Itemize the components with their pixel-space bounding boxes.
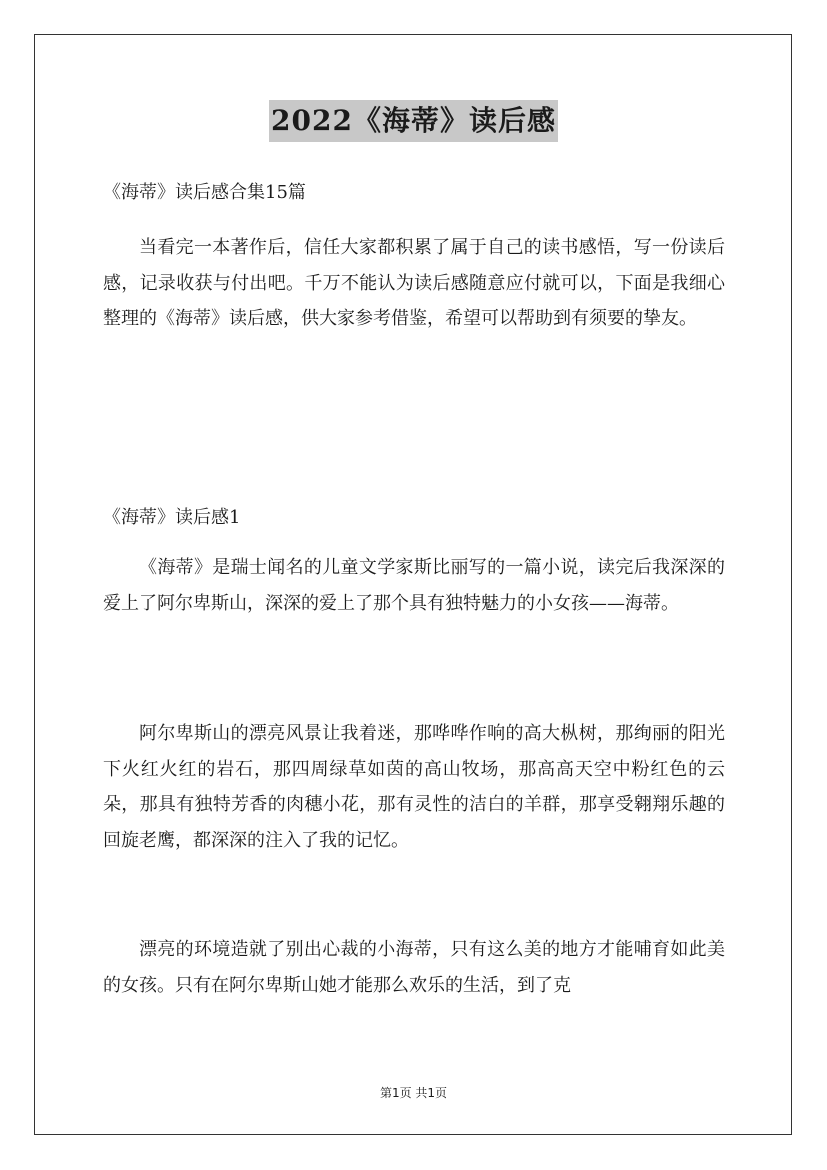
intro-paragraph: 当看完一本著作后，信任大家都积累了属于自己的读书感悟，写一份读后感，记录收获与付出吧。千万不能认为读后感随意应付就可以，下面是我细心整理的《海蒂》读后感，供大家参考借鉴，希望可以帮助到有须要的挚友。 (103, 237, 725, 329)
title-area (0, 100, 827, 142)
body-paragraph-3: 漂亮的环境造就了别出心裁的小海蒂，只有这么美的地方才能哺育如此美的女孩。只有在阿尔卑斯山她才能那么欢乐的生活，到了克 (103, 939, 725, 996)
page-number: 第1页 共1页 (379, 1086, 448, 1100)
document-title: 2022《海蒂》读后感 (269, 100, 558, 142)
document-subtitle: 《海蒂》读后感合集15篇 (103, 182, 306, 203)
section-heading: 《海蒂》读后感1 (103, 507, 241, 528)
body-paragraph-2: 阿尔卑斯山的漂亮风景让我着迷，那哗哗作响的高大枞树，那绚丽的阳光下火红火红的岩石，那四周绿草如茵的高山牧场，那高高天空中粉红色的云朵，那具有独特芳香的肉穗小花，那有灵性的洁白的羊群，那享受翱翔乐趣的回旋老鹰，都深深的注入了我的记忆。 (103, 723, 725, 851)
body-paragraph-1: 《海蒂》是瑞士闻名的儿童文学家斯比丽写的一篇小说，读完后我深深的爱上了阿尔卑斯山，深深的爱上了那个具有独特魅力的小女孩——海蒂。 (103, 557, 725, 614)
